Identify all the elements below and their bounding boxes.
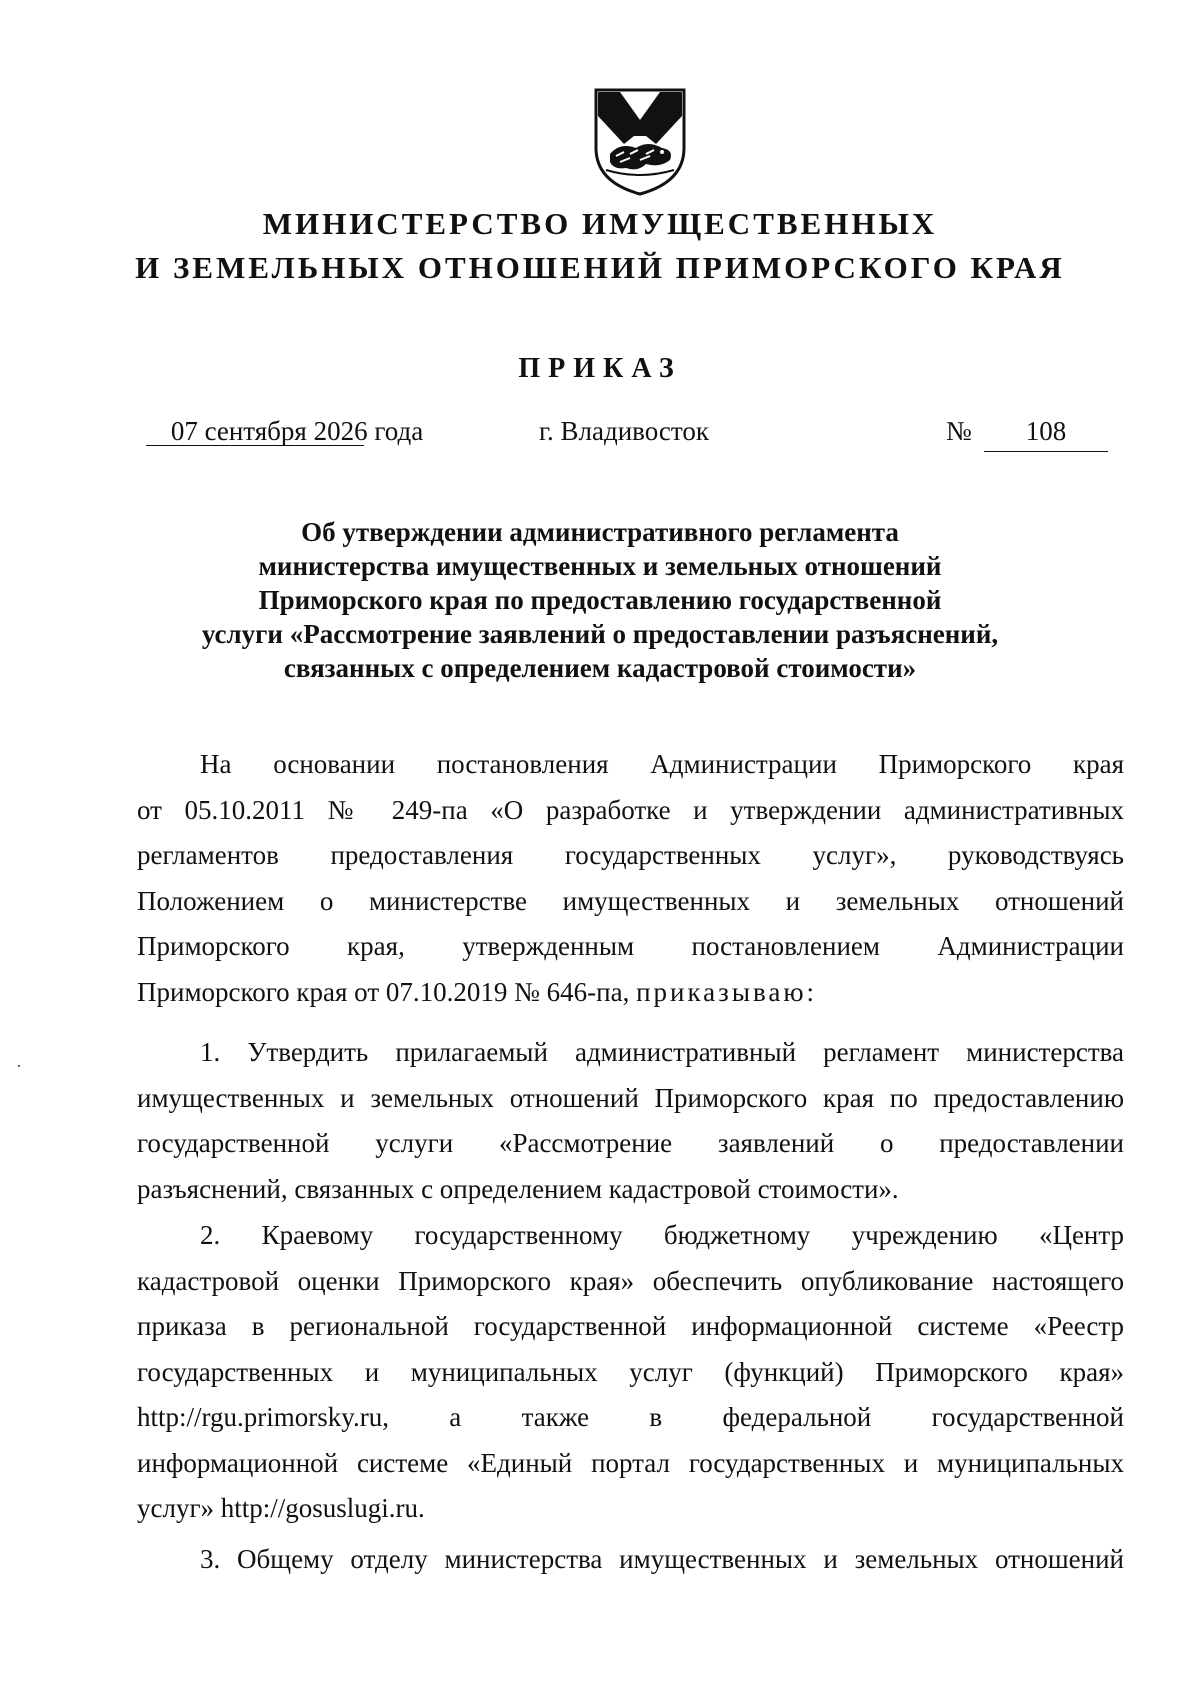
preamble-paragraph bbox=[137, 742, 1124, 1015]
text-line: разъяснений, связанных с определением кадастровой стоимости». bbox=[137, 1173, 899, 1204]
text-fragment: Приморского края от 07.10.2019 № 646-па, bbox=[137, 976, 637, 1007]
text-line: 2. Краевому государственному бюджетному учреждению «Центр bbox=[200, 1220, 1124, 1250]
number-underline bbox=[984, 451, 1108, 452]
order-subject bbox=[150, 515, 1050, 685]
order-word: приказываю: bbox=[636, 976, 818, 1007]
ministry-name-line1: МИНИСТЕРСТВО ИМУЩЕСТВЕННЫХ bbox=[262, 206, 938, 241]
text-line: http://rgu.primorsky.ru, а также в федеральной государственной bbox=[137, 1402, 1124, 1432]
order-number-label: № bbox=[946, 416, 972, 446]
subject-line: Приморского края по предоставлению государственной bbox=[258, 585, 942, 615]
text-line: государственной услуги «Рассмотрение заявлений о предоставлении bbox=[137, 1128, 1124, 1158]
ministry-name-line2: И ЗЕМЕЛЬНЫХ ОТНОШЕНИЙ ПРИМОРСКОГО КРАЯ bbox=[135, 250, 1065, 285]
coat-of-arms-icon bbox=[590, 86, 690, 198]
text-line: Приморского края, утвержденным постановлением Администрации bbox=[137, 931, 1124, 961]
item-1-paragraph bbox=[137, 1030, 1124, 1212]
order-city: г. Владивосток bbox=[539, 416, 709, 446]
subject-line: связанных с определением кадастровой стоимости» bbox=[283, 653, 917, 683]
scan-speck bbox=[18, 1065, 20, 1067]
text-line: от 05.10.2011 № 249-па «О разработке и утверждении административных bbox=[137, 794, 1124, 825]
text-line: 3. Общему отделу министерства имущественных и земельных отношений bbox=[200, 1544, 1124, 1574]
text-line: На основании постановления Администрации Приморского края bbox=[200, 749, 1124, 779]
item-3-paragraph bbox=[137, 1537, 1124, 1583]
date-underline bbox=[146, 445, 364, 446]
text-line bbox=[137, 970, 1124, 1016]
subject-line: Об утверждении административного регламента bbox=[301, 517, 899, 547]
text-line: кадастровой оценки Приморского края» обеспечить опубликование настоящего bbox=[137, 1265, 1124, 1296]
subject-line: министерства имущественных и земельных отношений bbox=[258, 551, 942, 581]
subject-line: услуги «Рассмотрение заявлений о предоставлении разъяснений, bbox=[201, 619, 999, 649]
text-line: приказа в региональной государственной информационной системе «Реестр bbox=[137, 1311, 1124, 1341]
text-line: имущественных и земельных отношений Приморского края по предоставлению bbox=[137, 1082, 1124, 1113]
item-2-paragraph bbox=[137, 1213, 1124, 1532]
text-line: услуг» http://gosuslugi.ru. bbox=[137, 1493, 425, 1523]
order-date: 07 сентября 2026 года bbox=[170, 416, 424, 446]
order-number: 108 bbox=[1025, 416, 1067, 446]
text-line: Положением о министерстве имущественных и земельных отношений bbox=[137, 885, 1124, 916]
order-title: ПРИКАЗ bbox=[518, 353, 682, 384]
text-line: государственных и муниципальных услуг (функций) Приморского края» bbox=[137, 1356, 1124, 1387]
text-line: информационной системе «Единый портал государственных и муниципальных bbox=[137, 1447, 1124, 1478]
text-line: регламентов предоставления государственных услуг», руководствуясь bbox=[137, 840, 1124, 870]
text-line: 1. Утвердить прилагаемый административный регламент министерства bbox=[200, 1037, 1124, 1067]
